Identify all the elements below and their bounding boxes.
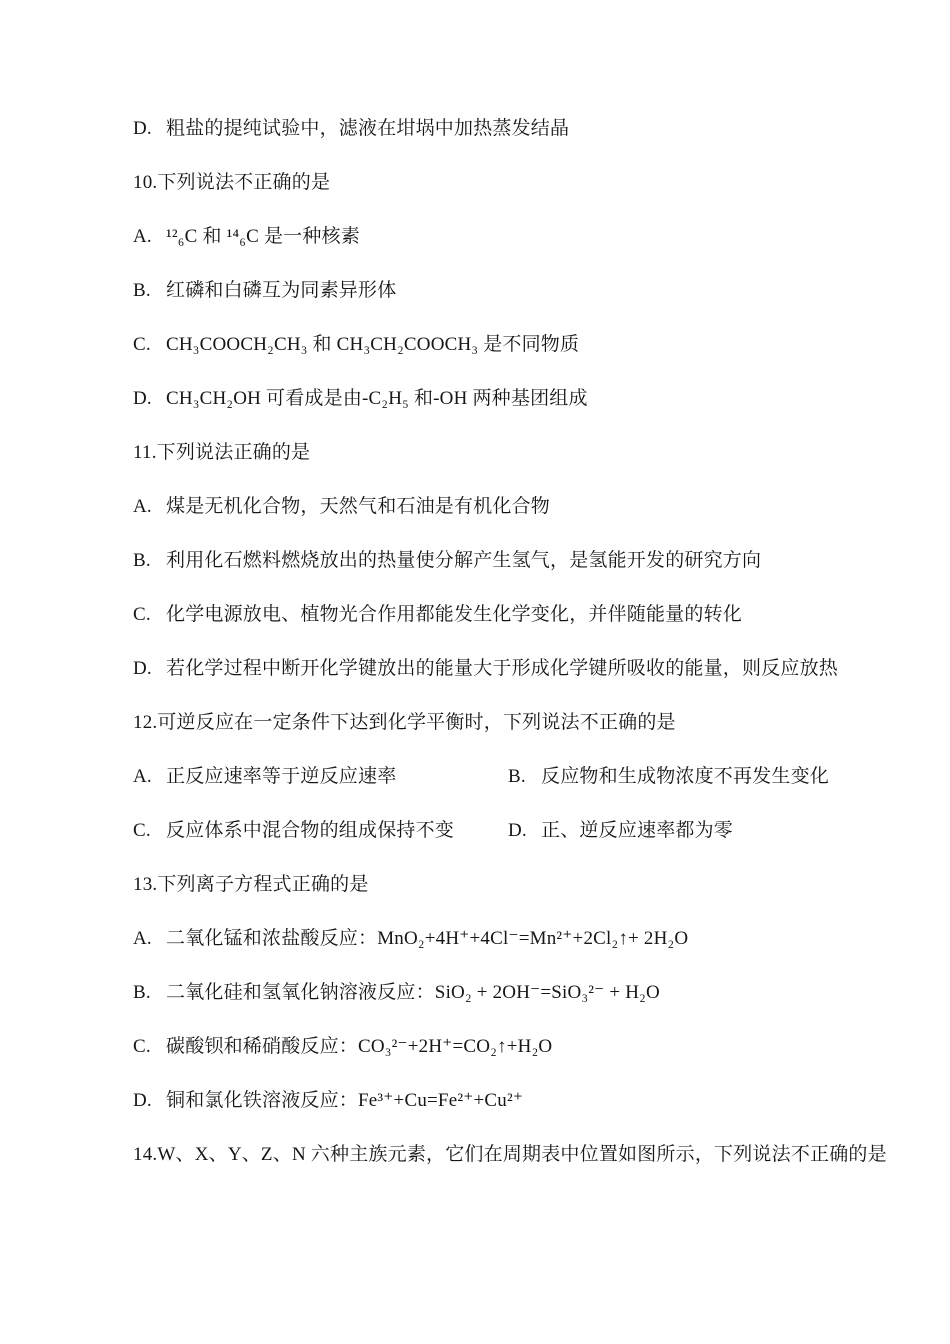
option-label: A.	[133, 928, 152, 949]
q13-option-d	[133, 1091, 830, 1111]
option-label: C.	[133, 1036, 151, 1057]
question-stem-text: 可逆反应在一定条件下达到化学平衡时，下列说法不正确的是	[157, 712, 676, 733]
q9-option-d	[133, 119, 830, 139]
option-label: D.	[508, 820, 527, 841]
option-label: C.	[133, 604, 151, 625]
q11-option-c	[133, 605, 830, 625]
option-text: 反应物和生成物浓度不再发生变化	[541, 766, 830, 787]
option-text: 铜和氯化铁溶液反应：Fe³⁺+Cu=Fe²⁺+Cu²⁺	[166, 1090, 524, 1111]
q10-option-b	[133, 281, 830, 301]
option-text: 红磷和白磷互为同素异形体	[166, 280, 397, 301]
question-stem-text: 下列说法不正确的是	[157, 172, 331, 193]
q11-option-b	[133, 551, 830, 571]
option-label: D.	[133, 388, 152, 409]
q13-option-b	[133, 983, 830, 1003]
option-text: 化学电源放电、植物光合作用都能发生化学变化，并伴随能量的转化	[166, 604, 743, 625]
option-label: C.	[133, 820, 151, 841]
q12-option-a	[133, 767, 508, 787]
option-text: 粗盐的提纯试验中，滤液在坩埚中加热蒸发结晶	[166, 118, 570, 139]
q12-option-b	[508, 767, 830, 787]
question-stem-text: 下列说法正确的是	[156, 442, 311, 463]
question-number: 12.	[133, 712, 158, 733]
option-text: 二氧化硅和氢氧化钠溶液反应：SiO₂ + 2OH⁻=SiO₃²⁻ + H₂O	[166, 982, 660, 1003]
q10-option-a	[133, 227, 830, 247]
q10-option-c	[133, 335, 830, 355]
option-label: D.	[133, 658, 152, 679]
q13-option-a	[133, 929, 830, 949]
option-label: B.	[133, 550, 151, 571]
option-label: A.	[133, 496, 152, 517]
question-11-stem	[133, 443, 830, 463]
option-label: B.	[133, 982, 151, 1003]
question-12-stem	[133, 713, 830, 733]
option-text: 反应体系中混合物的组成保持不变	[166, 820, 455, 841]
option-text: 碳酸钡和稀硝酸反应：CO₃²⁻+2H⁺=CO₂↑+H₂O	[166, 1036, 553, 1057]
q12-option-c	[133, 821, 508, 841]
option-text: 利用化石燃料燃烧放出的热量使分解产生氢气，是氢能开发的研究方向	[166, 550, 762, 571]
question-stem-text: W、X、Y、Z、N 六种主族元素，它们在周期表中位置如图所示，下列说法不正确的是	[157, 1144, 887, 1165]
option-text: 正、逆反应速率都为零	[541, 820, 734, 841]
option-label: A.	[133, 226, 152, 247]
option-label: D.	[133, 1090, 152, 1111]
q11-option-d	[133, 658, 839, 679]
question-14-stem	[133, 1144, 887, 1165]
option-text: CH₃COOCH₂CH₃ 和 CH₃CH₂COOCH₃ 是不同物质	[166, 334, 580, 355]
q12-option-d	[508, 821, 830, 841]
option-text: 正反应速率等于逆反应速率	[166, 766, 397, 787]
option-text: 若化学过程中断开化学键放出的能量大于形成化学键所吸收的能量，则反应放热	[166, 658, 839, 679]
option-label: B.	[133, 280, 151, 301]
question-number: 10.	[133, 172, 158, 193]
option-text: 煤是无机化合物，天然气和石油是有机化合物	[166, 496, 551, 517]
question-10-stem	[133, 173, 830, 193]
question-number: 13.	[133, 874, 158, 895]
q12-options-row-2	[133, 821, 830, 841]
option-text: ¹²₆C 和 ¹⁴₆C 是一种核素	[166, 226, 360, 247]
option-label: B.	[508, 766, 526, 787]
option-label: C.	[133, 334, 151, 355]
option-text: 二氧化锰和浓盐酸反应：MnO₂+4H⁺+4Cl⁻=Mn²⁺+2Cl₂↑+ 2H₂O	[166, 928, 689, 949]
question-number: 11.	[133, 442, 157, 463]
question-stem-text: 下列离子方程式正确的是	[157, 874, 369, 895]
option-label: D.	[133, 118, 152, 139]
question-number: 14.	[133, 1144, 158, 1165]
option-label: A.	[133, 766, 152, 787]
option-text: CH₃CH₂OH 可看成是由-C₂H₅ 和-OH 两种基团组成	[166, 388, 588, 409]
q12-options-row-1	[133, 767, 830, 787]
question-13-stem	[133, 875, 830, 895]
q11-option-a	[133, 497, 830, 517]
q10-option-d	[133, 389, 830, 409]
q13-option-c	[133, 1037, 830, 1057]
